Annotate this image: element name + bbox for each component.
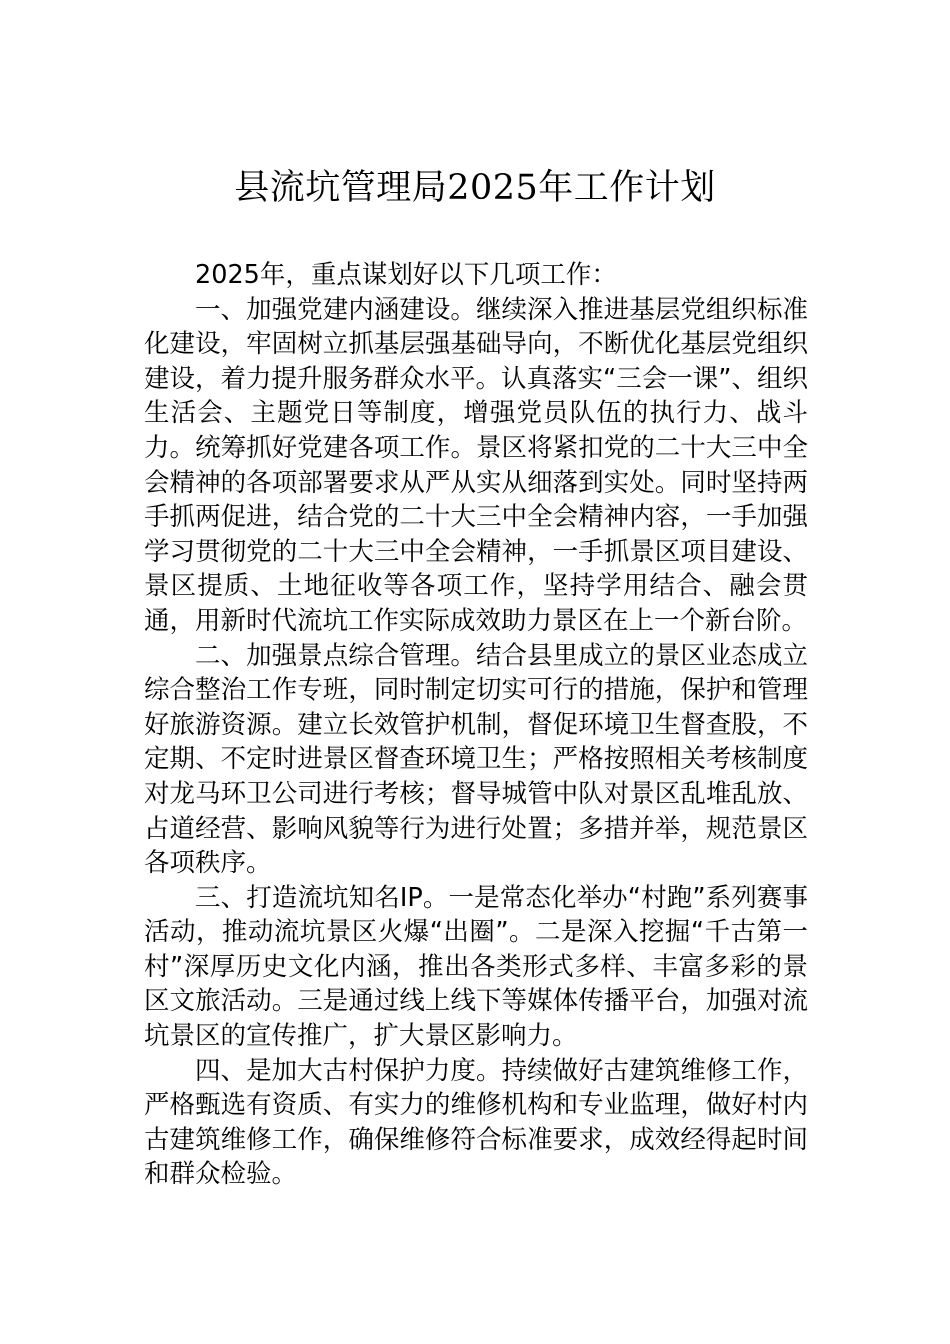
document-body bbox=[144, 258, 808, 1192]
paragraph-brand-ip: 三、打造流坑知名IP。一是常态化举办“村跑”系列赛事活动，推动流坑景区火爆“出圈”。二是深入挖掘“千古第一村”深厚历史文化内涵，推出各类形式多样、丰富多彩的景区文旅活动。三是通过线上线下等媒体传播平台，加强对流坑景区的宣传推广，扩大景区影响力。 bbox=[144, 882, 808, 1052]
paragraph-scenic-management: 二、加强景点综合管理。结合县里成立的景区业态成立综合整治工作专班，同时制定切实可行的措施，保护和管理好旅游资源。建立长效管护机制，督促环境卫生督查股，不定期、不定时进景区督查环境卫生；严格按照相关考核制度对龙马环卫公司进行考核；督导城管中队对景区乱堆乱放、占道经营、影响风貌等行为进行处置；多措并举，规范景区各项秩序。 bbox=[144, 640, 808, 879]
intro-paragraph: 2025年，重点谋划好以下几项工作： bbox=[195, 260, 617, 290]
document-title: 县流坑管理局2025年工作计划 bbox=[234, 168, 716, 208]
paragraph-village-protection: 四、是加大古村保护力度。持续做好古建筑维修工作，严格甄选有资质、有实力的维修机构和专业监理，做好村内古建筑维修工作，确保维修符合标准要求，成效经得起时间和群众检验。 bbox=[144, 1055, 808, 1190]
paragraph-party-building: 一、加强党建内涵建设。继续深入推进基层党组织标准化建设，牢固树立抓基层强基础导向，不断优化基层党组织建设，着力提升服务群众水平。认真落实“三会一课”、组织生活会、主题党日等制度，增强党员队伍的执行力、战斗力。统筹抓好党建各项工作。景区将紧扣党的二十大三中全会精神的各项部署要求从严从实从细落到实处。同时坚持两手抓两促进，结合党的二十大三中全会精神内容，一手加强学习贯彻党的二十大三中全会精神，一手抓景区项目建设、景区提质、土地征收等各项工作，坚持学用结合、融会贯通，用新时代流坑工作实际成效助力景区在上一个新台阶。 bbox=[144, 294, 808, 636]
